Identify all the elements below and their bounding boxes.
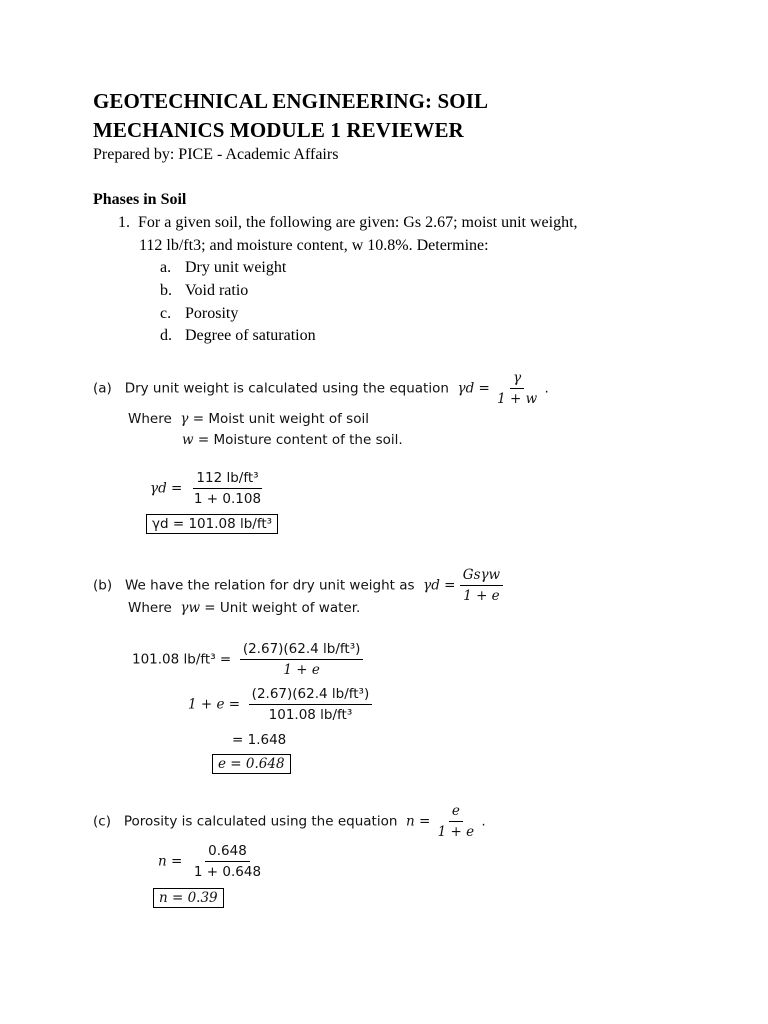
solution-a-intro-text: Dry unit weight is calculated using the equation bbox=[124, 380, 449, 397]
option-b bbox=[160, 282, 248, 300]
eq2-numerator: (2.67)(62.4 lb/ft³) bbox=[249, 686, 373, 705]
option-text: Degree of saturation bbox=[185, 327, 316, 344]
calc-denominator: 1 + 0.108 bbox=[193, 491, 262, 507]
option-letter: a. bbox=[160, 259, 172, 276]
formula-numerator: Gsγw bbox=[460, 567, 503, 586]
eq1-denominator: 1 + e bbox=[283, 662, 320, 678]
eq1-lhs: 101.08 lb/ft³ = bbox=[132, 651, 232, 668]
solution-a-label: (a) bbox=[93, 380, 112, 397]
formula-fraction bbox=[460, 567, 503, 604]
option-letter: c. bbox=[160, 305, 172, 322]
problem-line-2: 112 lb/ft3; and moisture content, w 10.8%. Determine: bbox=[139, 237, 489, 254]
option-d bbox=[160, 327, 316, 345]
section-heading: Phases in Soil bbox=[93, 191, 187, 208]
eq2-lhs: 1 + e = bbox=[188, 696, 241, 713]
option-a bbox=[160, 259, 286, 277]
solution-a-intro: (a) Dry unit weight is calculated using the equation γd = $\frac{\gamma}{1 + w}$ . bbox=[93, 370, 549, 407]
document-title-line-2: MECHANICS MODULE 1 REVIEWER bbox=[93, 118, 464, 142]
where-definition: Moisture content of the soil. bbox=[213, 432, 403, 448]
problem-text-1: For a given soil, the following are given: Gs 2.67; moist unit weight, bbox=[138, 214, 578, 231]
prepared-by: Prepared by: PICE - Academic Affairs bbox=[93, 146, 339, 163]
solution-a-calculation bbox=[150, 470, 264, 507]
solution-a-result bbox=[146, 516, 278, 532]
formula-numerator: e bbox=[449, 803, 463, 822]
solution-b-equation-2 bbox=[188, 686, 372, 723]
calc-denominator: 1 + 0.648 bbox=[193, 864, 262, 880]
problem-number: 1. bbox=[118, 214, 130, 231]
solution-b-equation-1 bbox=[132, 641, 363, 678]
solution-c-intro-text: Porosity is calculated using the equation bbox=[123, 813, 398, 830]
eq2-fraction bbox=[249, 686, 373, 723]
solution-b-intro bbox=[93, 567, 503, 604]
formula-denominator: 1 + w bbox=[497, 391, 538, 407]
option-text: Dry unit weight bbox=[185, 259, 287, 276]
formula-denominator: 1 + e bbox=[463, 588, 500, 604]
eq1-numerator: (2.67)(62.4 lb/ft³) bbox=[240, 641, 364, 660]
result-box: e = 0.648 bbox=[212, 754, 291, 774]
option-letter: b. bbox=[160, 282, 172, 299]
calc-lhs: γd = bbox=[150, 480, 183, 497]
solution-c-intro: (c) Porosity is calculated using the equation n = $\frac{e}{1 + e}$ . bbox=[93, 803, 486, 840]
solution-a-where-2 bbox=[182, 432, 403, 448]
result-box: n = 0.39 bbox=[153, 888, 224, 908]
result-box: γd = 101.08 lb/ft³ bbox=[146, 514, 278, 534]
calc-fraction bbox=[191, 843, 264, 880]
option-text: Porosity bbox=[185, 305, 239, 322]
option-letter: d. bbox=[160, 327, 172, 344]
option-text: Void ratio bbox=[185, 282, 249, 299]
solution-c-calculation bbox=[158, 843, 264, 880]
formula-lhs: n = bbox=[405, 813, 431, 830]
solution-b-label: (b) bbox=[93, 577, 113, 594]
solution-b-intro-text: We have the relation for dry unit weight as bbox=[124, 577, 415, 594]
solution-c-label: (c) bbox=[93, 813, 111, 830]
problem-line-1 bbox=[118, 214, 578, 232]
formula-denominator: 1 + e bbox=[437, 824, 475, 840]
calc-lhs: n = bbox=[158, 853, 183, 870]
calc-fraction bbox=[191, 470, 264, 507]
formula-lhs: γd = bbox=[423, 577, 456, 594]
calc-numerator: 112 lb/ft³ bbox=[193, 470, 261, 489]
where-definition: Moist unit weight of soil bbox=[208, 411, 369, 427]
calc-numerator: 0.648 bbox=[205, 843, 250, 862]
where-label: Where bbox=[128, 600, 172, 616]
solution-b-equation-3: = 1.648 bbox=[232, 732, 287, 748]
where-symbol: w = bbox=[182, 432, 210, 448]
where-definition: Unit weight of water. bbox=[219, 600, 361, 616]
formula-fraction bbox=[494, 370, 540, 407]
eq1-fraction bbox=[240, 641, 364, 678]
where-symbol: γw = bbox=[180, 600, 216, 616]
solution-b-result bbox=[212, 756, 291, 772]
formula-fraction bbox=[435, 803, 477, 840]
where-symbol: γ = bbox=[180, 411, 205, 427]
option-c bbox=[160, 305, 238, 323]
document-title-line-1: GEOTECHNICAL ENGINEERING: SOIL bbox=[93, 89, 489, 113]
where-label: Where bbox=[128, 411, 172, 427]
solution-b-where bbox=[128, 600, 360, 616]
eq2-denominator: 101.08 lb/ft³ bbox=[268, 707, 353, 723]
solution-c-result bbox=[153, 890, 224, 906]
formula-numerator: γ bbox=[510, 370, 524, 389]
solution-a-where-1 bbox=[128, 411, 369, 427]
formula-lhs: γd = bbox=[457, 380, 490, 397]
